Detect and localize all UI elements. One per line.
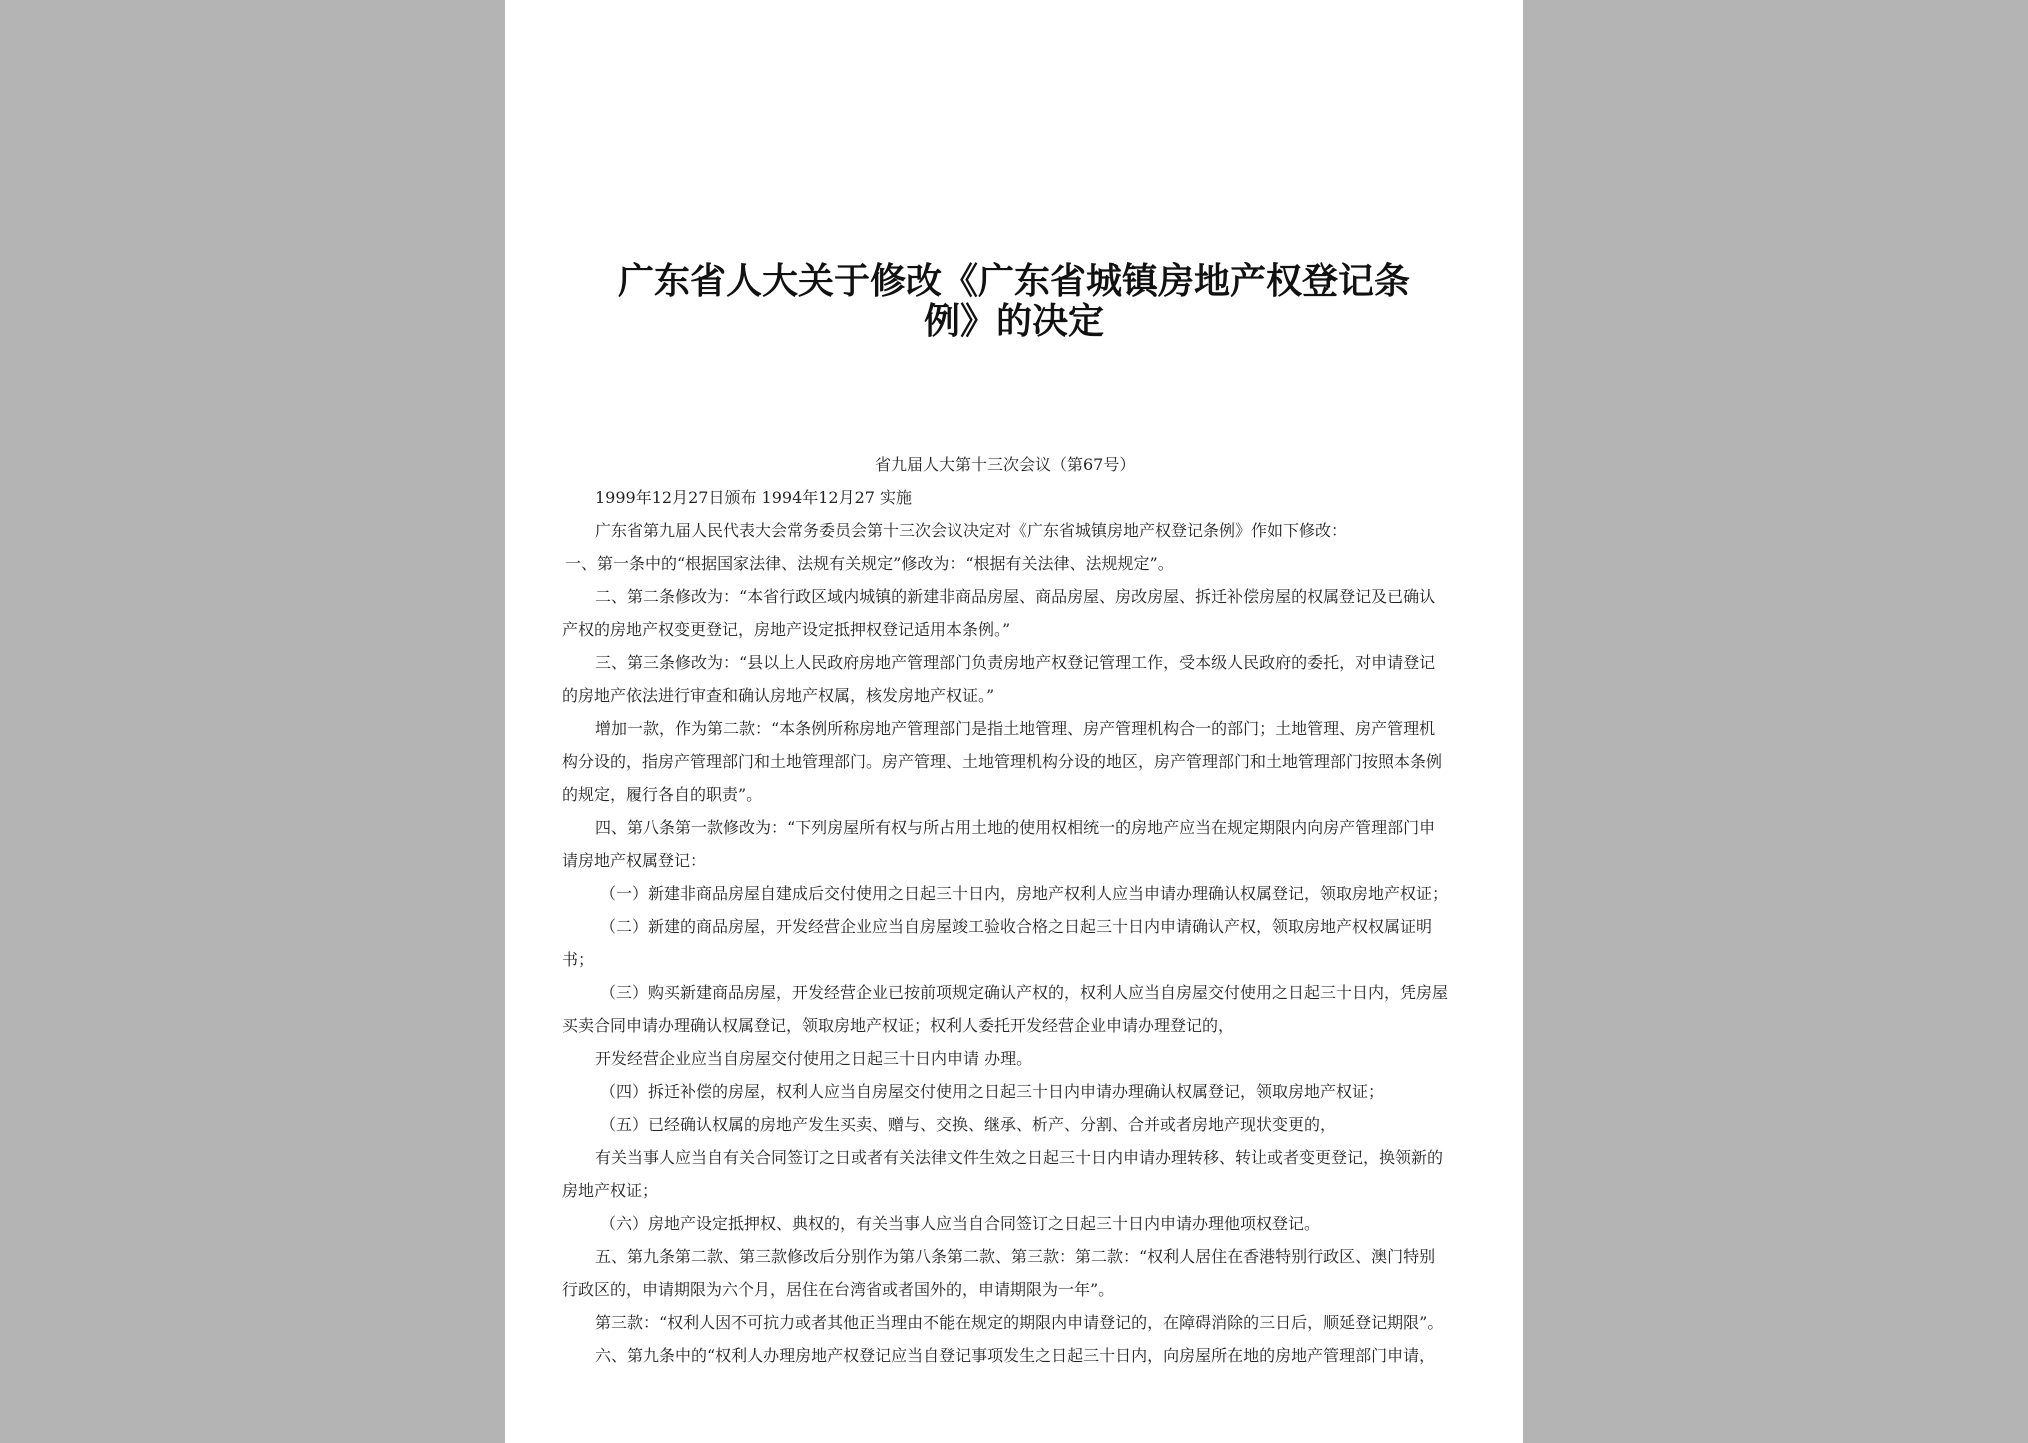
intro-paragraph: 广东省第九届人民代表大会常务委员会第十三次会议决定对《广东省城镇房地产权登记条例》作如下修改： xyxy=(595,521,1348,540)
item-5: （五）已经确认权属的房地产发生买卖、赠与、交换、继承、析产、分割、合并或者房地产现状变更的， xyxy=(600,1115,1337,1134)
item-3-line: 开发经营企业应当自房屋交付使用之日起三十日内申请 办理。 xyxy=(595,1049,1033,1068)
third-clause: 第三款：“权利人因不可抗力或者其他正当理由不能在规定的期限内申请登记的，在障碍消除的三日后，顺延登记期限”。 xyxy=(595,1313,1444,1332)
article-5-line: 五、第九条第二款、第三款修改后分别作为第八条第二款、第三款：第二款：“权利人居住在香港特别行政区、澳门特别 xyxy=(595,1247,1436,1266)
addition-line: 的规定，履行各自的职责”。 xyxy=(562,785,763,804)
addition-line: 增加一款，作为第二款：“本条例所称房地产管理部门是指土地管理、房产管理机构合一的部门；土地管理、房产管理机 xyxy=(595,719,1436,738)
article-3-line: 三、第三条修改为：“县以上人民政府房地产管理部门负责房地产权登记管理工作，受本级人民政府的委托，对申请登记 xyxy=(595,653,1436,672)
meeting-line: 省九届人大第十三次会议（第67号） xyxy=(875,455,1136,474)
item-2-line: 书； xyxy=(562,950,595,969)
title-line: 例》的决定 xyxy=(923,301,1104,342)
article-3-line: 的房地产依法进行审查和确认房地产权属，核发房地产权证。” xyxy=(562,686,995,705)
article-2-line: 二、第二条修改为：“本省行政区域内城镇的新建非商品房屋、商品房屋、房改房屋、拆迁补偿房屋的权属登记及已确认 xyxy=(595,587,1436,606)
article-4-line: 四、第八条第一款修改为：“下列房屋所有权与所占用土地的使用权相统一的房地产应当在规定期限内向房产管理部门申 xyxy=(595,818,1436,837)
item-5-continuation: 房地产权证； xyxy=(562,1181,659,1200)
title-line: 广东省人大关于修改《广东省城镇房地产权登记条 xyxy=(617,261,1410,302)
item-4: （四）拆迁补偿的房屋，权利人应当自房屋交付使用之日起三十日内申请办理确认权属登记，领取房地产权证； xyxy=(600,1082,1385,1101)
article-1: 一、第一条中的“根据国家法律、法规有关规定”修改为：“根据有关法律、法规规定”。 xyxy=(565,554,1174,573)
article-4-line: 请房地产权属登记： xyxy=(562,851,707,870)
dates-line: 1999年12月27日颁布 1994年12月27 实施 xyxy=(595,488,913,507)
item-1: （一）新建非商品房屋自建成后交付使用之日起三十日内，房地产权利人应当申请办理确认权属登记，领取房地产权证； xyxy=(600,884,1449,903)
item-3-line: （三）购买新建商品房屋，开发经营企业已按前项规定确认产权的，权利人应当自房屋交付使用之日起三十日内，凭房屋 xyxy=(600,983,1449,1002)
item-5-continuation: 有关当事人应当自有关合同签订之日或者有关法律文件生效之日起三十日内申请办理转移、转让或者变更登记，换领新的 xyxy=(595,1148,1444,1167)
document-title xyxy=(505,262,1523,342)
article-2-line: 产权的房地产权变更登记，房地产设定抵押权登记适用本条例。” xyxy=(562,620,1011,639)
article-5-line: 行政区的，申请期限为六个月，居住在台湾省或者国外的，申请期限为一年”。 xyxy=(562,1280,1115,1299)
item-6: （六）房地产设定抵押权、典权的，有关当事人应当自合同签订之日起三十日内申请办理他项权登记。 xyxy=(600,1214,1321,1233)
article-6: 六、第九条中的“权利人办理房地产权登记应当自登记事项发生之日起三十日内，向房屋所在地的房地产管理部门申请， xyxy=(595,1346,1436,1365)
document-page xyxy=(505,0,1523,1443)
item-3-line: 买卖合同申请办理确认权属登记，领取房地产权证；权利人委托开发经营企业申请办理登记的， xyxy=(562,1016,1235,1035)
addition-line: 构分设的，指房产管理部门和土地管理部门。房产管理、土地管理机构分设的地区，房产管理部门和土地管理部门按照本条例 xyxy=(562,752,1443,771)
item-2-line: （二）新建的商品房屋，开发经营企业应当自房屋竣工验收合格之日起三十日内申请确认产权，领取房地产权权属证明 xyxy=(600,917,1433,936)
